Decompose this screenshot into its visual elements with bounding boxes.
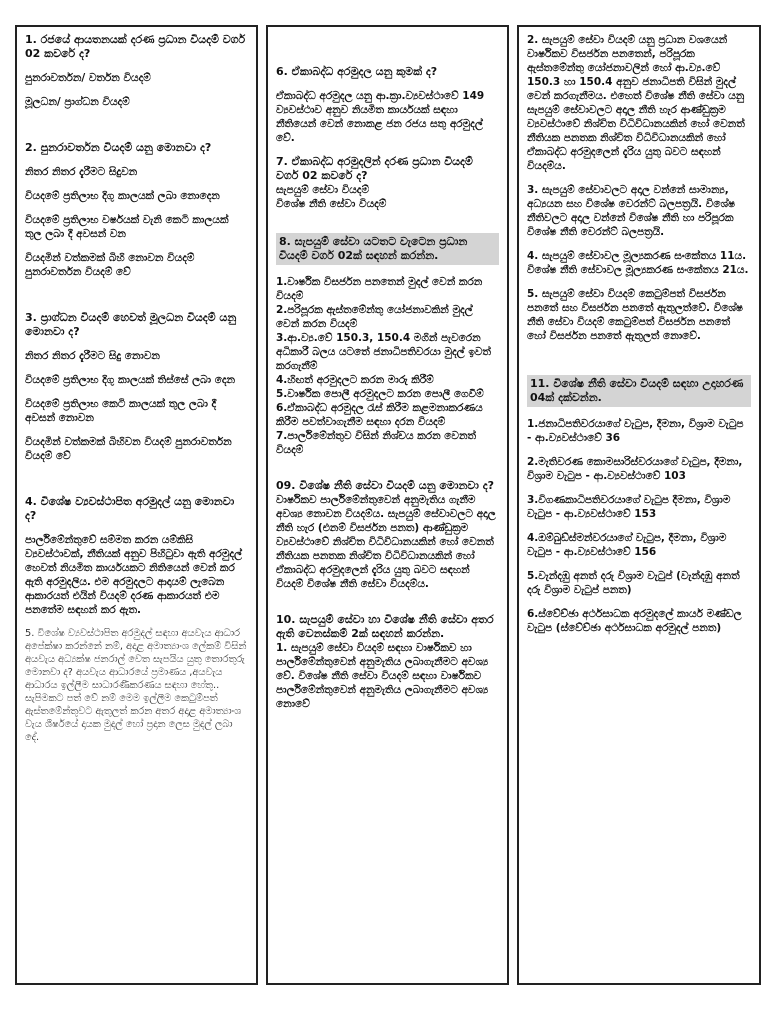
answer-3-2: වියදමේ ප්‍රතිලාභ දිගු කාලයක් තිස්සේ ලබා දෙන (25, 374, 236, 386)
answer-8-7: 7.පාර්ලිමේන්තුව විසින් නිශ්චය කරන වෙනත් වියදම් (276, 430, 477, 456)
answer-11-3: 3.විගණකාධිපතිවරයාගේ වැටුප දීමනා, විශ්‍රාම වැටුප - ආ.ව්‍යවස්ථාවේ 153 (527, 494, 731, 520)
answer-3-4: වියදමින් වත්කමක් බිහිවන වියදම් පුනරාවර්තන වියදම් වේ (25, 436, 232, 462)
answer-11-4: 4.ඔම්බුඩ්ස්මන්වරයාගේ වැටුප, දීමනා, විශ්‍රාම වැටුප - ආ.ව්‍යවස්ථාවේ 156 (527, 532, 727, 558)
answer-10-1: 1. සැපයුම් සේවා වියදම් සඳහා වාර්ෂිකව හා පාර්ලිමේන්තුවෙන් අනුමැතිය ලබාගැනීමට අවශ්‍ය වේ. විශේෂ නීති සේවා වියදම් සඳහා වාර්ෂිකව පාර්ලිමේන්තුවෙන් අනුමැතිය ලබාගැනීමට අවශ්‍ය නොවේ (276, 642, 489, 710)
answer-8-3: 3.ආ.ව්‍ය.වේ 150.3, 150.4 මගින් පැවරෙන අධිකාරී බලය යටතේ ජනාධිපතිවරයා මුදල් ඉවත් කරගැනීම් (276, 332, 491, 372)
question-3: 3. ප්‍රාග්ධන වියදම් හෙවත් මූලධන වියදම් යනු මොනවා ද? (25, 311, 237, 338)
answer-6: ඒකාබද්ධ අරමුදල යනු ආ.ක්‍රා.ව්‍යවස්ථාවේ 149 ව්‍යවස්ථාව අනුව නියමිත කාර්යයක් සඳහා නීතියෙන් වෙන් නොකළ ජන රජය සතු අරමුදල් වේ. (276, 90, 485, 144)
column-middle (266, 25, 509, 985)
answer-8-1: 1.වාර්ෂික විසර්ජන පනතෙන් මුදල් වෙන් කරන වියදම් (276, 276, 483, 302)
answer-7-1: සැපයුම් සේවා වියදම් (276, 184, 370, 196)
question-6: 6. ඒකාබද්ධ අරමුදල යනු කුමක් ද? (276, 65, 438, 78)
answer-11-5: 5.වැන්දඹු අනත් දරු විශ්‍රාම වැටුප් (වැන්දඹු අනත් දරු විශ්‍රාම වැටුප් පනත) (527, 570, 740, 596)
question-11: 11. විශේෂ නීති සේවා වියදම් සඳහා උදාහරණ 04ක් දක්වන්න. (527, 375, 751, 407)
answer-10-2: 2. සැපයුම් සේවා වියදම් යනු ප්‍රධාන වශයෙන් වාර්ෂිකව විසර්ජන පනතෙන්, පරිපූරක ඇස්තමේන්තු යෝජනාවලින් හෝ ආ.ව්‍ය.වේ 150.3 හා 150.4 අනුව ජනාධිපති විසින් මුදල් වෙන් කරගැනීමය. එහෙත් විශේෂ නීති සේවා යනු සැපයුම් සේවාවලට අදාල නීති හැර ආණ්ඩුක්‍රම ව්‍යවස්ථාවේ නිශ්චිත විධිවිධානයකින් හෝ වෙනත් නීතියක පනතක නිශ්චිත විධිවිධානයකින් හෝ ඒකාබද්ධ අරමුදලෙන් දැරිය යුතු බවට සඳහන් වියදම්ය. (527, 34, 745, 172)
answer-4: පාර්ලිමේන්තුවේ සම්මත කරන යම්කිසි ව්‍යවස්ථාවක්, නීතියක් අනුව පිහිටුවා ඇති අරමුදල් හෙවත් නියමිත කාර්යයකට නිතියෙන් වෙන් කර ඇති අරමුදලිය. එම අරමුදලට ආදායම් ලැබෙන ආකාරයත් එයින් වියදම් දරණ ආකාරයත් එම පනතේම සඳහන් කර ඇත. (25, 534, 243, 616)
answer-2-1: නිතර නිතර දැරීමට සිදුවන (25, 166, 138, 178)
answer-7-2: විශේෂ නීති සේවා වියදම් (276, 198, 387, 210)
question-2: 2. පුනරාවර්තන වියදම් යනු මොනවා ද? (25, 141, 212, 154)
answer-10-5: 5. සැපයුම් සේවා වියදම් කෙටුම්පත් විසර්ජන පනතේ සහ විසර්ජන පනතේ ඇතුලත්වේ. විශේෂ නීති සේවා වියදම් කෙටුම්පත් විසර්ජන පනතේ හෝ විසර්ජන පනතේ ඇතුලත් නොවේ. (527, 288, 743, 342)
question-8: 8. සැපයුම් සේවා යටතට වැටෙන ප්‍රධාන වියදම් වර්ග 02ක් සඳහන් කරන්න. (276, 233, 499, 265)
question-5: 5. විශේෂ ව්‍යවස්ථාපිත අරමුදල් සඳහා අයවැය ආධාර අපේක්ෂා කරන්නේ නම්, අදාළ අමාත්‍යාංශ ලේකම් විසින් අයවැය අධ්‍යක්ෂ ජනරාල් වෙත සැපයිය යුතු තොරතුරු මොනවා ද? අයවැය ආධාරයේ ප්‍රමාණය ,අයවැය ආධාරය ඉල්ලීම සාධාරණීකරණය සඳහා හේතු.. සැපිමකට පත් වේ නම් මෙම ඉල්ලීම කෙටුම්පත් ඇස්තමේන්තුවට ඇතුලත් කරන අතර අදාළ අමාත්‍යාංශ වැය ශීර්ෂයේ දායක මුදල් හෝ ප්‍රදාන ලෙස මුදල් ලබා දේ. (25, 628, 247, 743)
answer-1-2: මූලධන/ ප්‍රාග්ධන වියදම් (25, 96, 130, 108)
answer-2-3: වියදමේ ප්‍රතිලාභ වර්ෂයක් වැනි කෙටි කාලයක් තුල ලබා දී අවසන් වන (25, 214, 229, 240)
answer-2-4: වියදමින් වත්කමක් බිහි නොවන වියදම් පුනරාවර්තන වියදම් වේ (25, 252, 195, 278)
column-right (517, 25, 761, 985)
answer-8-5: 5.වාර්ෂික පොලී අරමුදලට කරන පොලී ගෙවීම් (276, 388, 484, 400)
answer-3-3: වියදමේ ප්‍රතිලාභ කෙටි කාලයක් තුල ලබා දී අවසන් නොවන (25, 398, 217, 424)
answer-8-4: 4.හිඟත් අරමුදලට කරන මාරු කිරීම් (276, 374, 434, 386)
answer-3-1: නිතර නිතර දැරීමට සිදු නොවන (25, 350, 160, 362)
answer-8-6: 6.ඒකාබද්ධ අරමුදල රැස් කිරීම කළමනාකරණය කිරීම පවත්වාගැනීම සඳහා දරන වියදම් (276, 402, 483, 428)
column-left (15, 25, 258, 985)
answer-8-2: 2.පරිපූරක ඇස්තමේන්තු යෝජනාවකින් මුදල් වෙන් කරන වියදම් (276, 304, 473, 330)
answer-11-6: 6.ස්වේච්ඡා අර්ථසාධක අරමුදලේ කාර්ය මණ්ඩල වැටුප (ස්වේච්ඡා අර්ථසාධක අරමුදල් පනත) (527, 608, 742, 634)
answer-11-1: 1.ජනාධිපතිවරයාගේ වැටුප, දීමනා, විශ්‍රාම වැටුප - ආ.ව්‍යවස්ථාවේ 36 (527, 418, 744, 444)
question-1: 1. රජයේ ආයතනයක් දරණ ප්‍රධාන වියදම් වර්ග 02 කවරේ ද? (25, 33, 246, 60)
answer-1-1: පුනරාවර්තන/ වර්තන වියදම් (25, 72, 151, 84)
question-9: 09. විශේෂ නීති සේවා වියදම් යනු මොනවා ද? (276, 479, 494, 492)
answer-10-3: 3. සැපයුම් සේවාවලට අදාල වන්නේ සාමාන්‍ය, අධ්‍යයන සහ විශේෂ වෙරන්ට් බලපත්‍රයි. විශේෂ නීතිවලට අදාල වන්නේ විශේෂ නීති හා පරිපූරක විශේෂ නීති වෙරන්ට් බලපත්‍රයි. (527, 184, 736, 238)
answer-9: වාර්ෂිකව පාර්ලිමේන්තුවෙන් අනුමැතිය ගැනීම අවශ්‍ය නොවන වියදම්ය. සැපයුම් සේවාවලට අදාල නීති හැර (එනම් විසර්ජන පනත) ආණ්ඩුක්‍රම ව්‍යවස්ථාවේ නිශ්චිත විධිවිධානයකින් හෝ වෙනත් නීතියක පනතක නිශ්චිත විධිවිධානයකින් හෝ ඒකාබද්ධ අරමුදලෙන් දැරිය යුතු බවට සඳහන් වියදම් විශේෂ නීති සේවා වියදම්ය. (276, 494, 496, 590)
question-7: 7. ඒකාබද්ධ අරමුදලින් දරණ ප්‍රධාන වියදම් වර්ග 02 කවරේ ද? (276, 155, 473, 182)
answer-11-2: 2.මැතිවරණ කොමසාරිස්වරයාගේ වැටුප, දීමනා, විශ්‍රාම වැටුප - ආ.ව්‍යවස්ථාවේ 103 (527, 456, 743, 482)
question-4: 4. විශේෂ ව්‍යවස්ථාපිත අරමුදල් යනු මොනවා ද? (25, 495, 235, 522)
answer-10-4: 4. සැපයුම් සේවාවල මූල්‍යකරණ සංකේතය 11ය. විශේෂ නීති සේවාවල මූල්‍යකරණ සංකේතය 21ය. (527, 250, 749, 276)
question-10: 10. සැපයුම් සේවා හා විශේෂ නීති සේවා අතර ඇති වෙනස්කම් 2ක් සඳහන් කරන්න. (276, 613, 494, 640)
answer-2-2: වියදමේ ප්‍රතිලාභ දිගු කාලයක් ලබා නොදෙන (25, 190, 220, 202)
